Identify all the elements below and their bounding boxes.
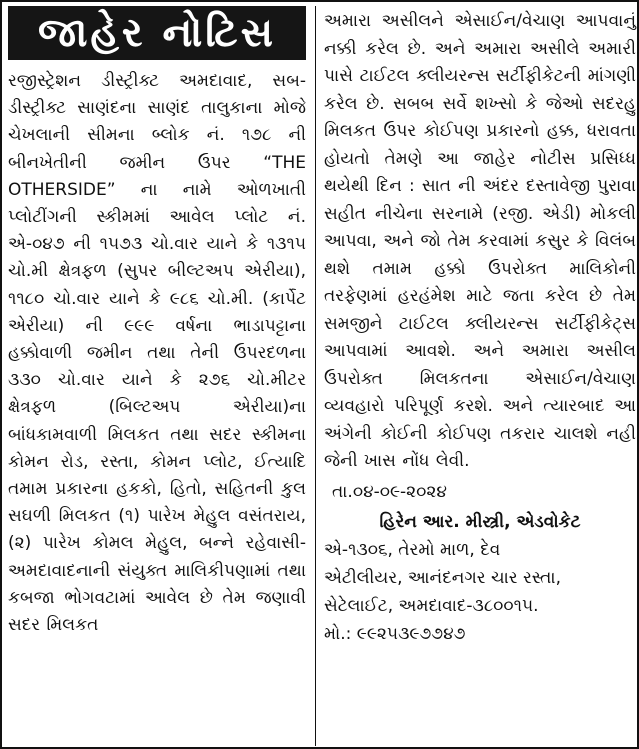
advocate-name: હિરેન આર. મીસ્ત્રી, એડવોકેટ: [379, 511, 581, 532]
advocate-address-line2: એટીલીયર, આનંદનગર ચાર રસ્તા,: [324, 567, 561, 588]
notice-date: તા.૦૪-૦૯-૨૦૨૪: [332, 481, 447, 502]
notice-title: જાહેર નોટિસ: [8, 6, 306, 60]
notice-body-right: અમારા અસીલને એસાઈન/વેચાણ આપવાનું નક્કી કરેલ છે. અને અમારા અસીલે અમારી પાસે ટાઈટલ ક્લીયરન્સ સર્ટીફીકેટની માંગણી કરેલ છે. સબબ સર્વે શખ્સો કે જેઓ સદરહુ મિલકત ઉપર કોઈપણ પ્રકારનો હક્ક, ધરાવતા હોયતો તેમણે આ જાહેર નોટીસ પ્રસિધ્ધ થયેથી દિન : સાત ની અંદર દસ્તાવેજી પુરાવા સહીત નીચેના સરનામે (રજી. એડી) મોકલી આપવા, અને જો તેમ કરવામાં કસુર કે વિલંબ થશે તમામ હક્કો ઉપરોક્ત માલિકોની તરફેણમાં હરહંમેશ માટે જતા કરેલ છે તેમ સમજીને ટાઈટલ ક્લીયરન્સ સર્ટીફીકેટ્સ આપવામાં આવશે. અને અમારા અસીલ ઉપરોક્ત મિલકતના એસાઈન/વેચાણ વ્યવહારો પરિપૂર્ણ કરશે. અને ત્યારબાદ આ અંગેની કોઈની કોઈપણ તકરાર ચાલશે નહી જેની ખાસ નોંધ લેવી.: [324, 11, 636, 471]
column-divider: [315, 6, 316, 746]
notice-left-column: [8, 6, 306, 746]
advocate-signature-block: [324, 508, 636, 648]
notice-right-column: [324, 6, 636, 746]
notice-body-left: રજીસ્ટ્રેશન ડીસ્ટ્રીક્ટ અમદાવાદ, સબ-ડીસ્ટ્રીક્ટ સાણંદના સાણંદ તાલુકાના મોજે ચેખલાની સીમના બ્લોક નં. ૧૭૮ ની બીનખેતીની જમીન ઉપર “THE OTHERSIDE” ના નામે ઓળખાતી પ્લોટીંગની સ્કીમમાં આવેલ પ્લોટ નં. એ-૦૪૭ ની ૧૫૭૩ ચો.વાર યાને કે ૧૩૧૫ ચો.મી ક્ષેત્રફળ (સુપર બીલ્ટઅપ એરીયા), ૧૧૮૦ ચો.વાર યાને કે ૯૮૬ ચો.મી. (કાર્પેટ એરીયા) ની ૯૯૯ વર્ષના ભાડાપટ્ટાના હક્કોવાળી જમીન તથા તેની ઉપરદળના ૩૩૦ ચો.વાર યાને કે ૨૭૬ ચો.મીટર ક્ષેત્રફળ (બિલ્ટઅપ એરીયા)ના બાંધકામવાળી મિલકત તથા સદર સ્કીમના કોમન રોડ, રસ્તા, કોમન પ્લોટ, ઈત્યાદિ તમામ પ્રકારના હકકો, હિતો, સહિતની કુલ સઘળી મિલકત (૧) પારેખ મેહુલ વસંતરાય, (૨) પારેખ કોમલ મેહુલ, બન્ને રહેવાસી-અમદાવાદનાની સંયુક્ત માલિકીપણામાં તથા કબજા ભોગવટામાં આવેલ છે તેમ જણાવી સદર મિલકત: [8, 71, 306, 636]
advocate-address-line3: સેટેલાઈટ, અમદાવાદ-૩૮૦૦૧૫.: [324, 595, 539, 616]
advocate-address-line1: એ-૧૩૦૬, તેરમો માળ, દેવ: [324, 539, 501, 560]
advocate-mobile: મો.: ૯૯૨૫૩૯૭૭૪૭: [324, 623, 466, 644]
